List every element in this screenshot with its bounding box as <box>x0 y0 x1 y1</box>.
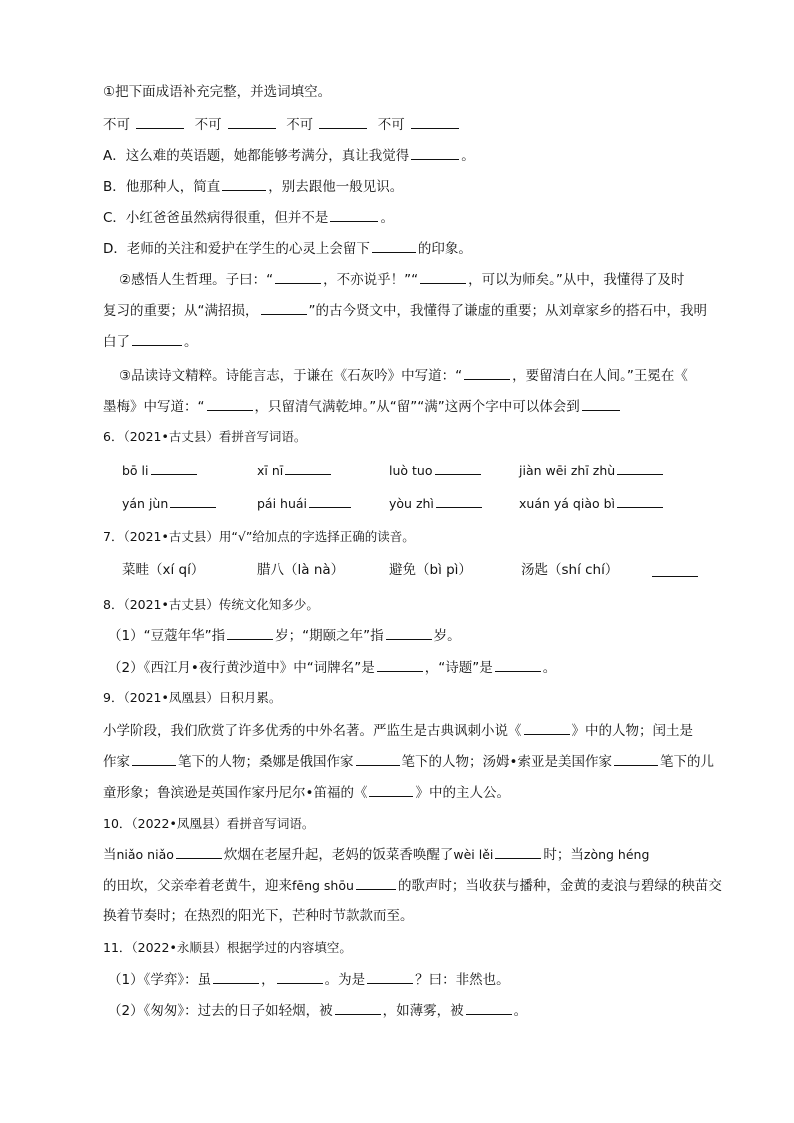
q6-row2 <box>122 494 702 512</box>
pinyin-text: yán jùn <box>122 496 169 511</box>
q11-text-c: 。为是 <box>324 972 366 988</box>
reading-choice[interactable]: 汤匙（shí chí） <box>521 562 619 578</box>
section2-line3 <box>103 332 198 351</box>
pinyin-text: xuán yá qiào bì <box>519 496 616 511</box>
pinyin-prompt: fēng shōu <box>292 878 354 893</box>
q9-text-h: 》中的主人公。 <box>415 785 510 801</box>
q9-line2 <box>103 752 714 771</box>
q9-text-c: 作家 <box>103 754 130 770</box>
q10-blank-2[interactable] <box>495 845 541 859</box>
q10-line1 <box>103 845 649 864</box>
pinyin-text: pái huái <box>257 496 308 511</box>
q8-blank-1[interactable] <box>227 626 273 640</box>
pinyin-text: yòu zhì <box>389 496 434 511</box>
q10-title: 10．（2022•凤凰县）看拼音写词语。 <box>103 816 315 831</box>
pinyin-blank[interactable] <box>170 494 216 508</box>
pinyin-text: luò tuo <box>389 463 433 478</box>
option-d-end: 的印象。 <box>417 241 472 257</box>
idiom-blank-3[interactable] <box>319 115 367 129</box>
q10-text-e: 的歌声时；当收获与播种，金黄的麦浪与碧绿的秧苗交 <box>397 878 722 894</box>
q11-text-d: ？曰：非然也。 <box>415 972 510 988</box>
q8-text-d: （2）《西江月•夜行黄沙道中》中“词牌名”是 <box>108 660 375 676</box>
section2-line2 <box>103 301 707 320</box>
s3-text-c: 墨梅》中写道：“ <box>103 399 205 415</box>
q8-line1 <box>108 626 461 645</box>
option-c-text: C．小红爸爸虽然病得很重，但并不是 <box>103 210 329 226</box>
q10-text-b: 炊烟在老屋升起，老妈的饭菜香唤醒了 <box>223 847 454 863</box>
q7-title: 7．（2021•古丈县）用“√”给加点的字选择正确的读音。 <box>103 529 415 544</box>
pinyin-prompt: zòng héng <box>583 847 650 862</box>
s3-blank-3[interactable] <box>582 397 620 411</box>
pinyin-blank[interactable] <box>436 494 482 508</box>
pinyin-item <box>257 494 353 513</box>
idiom-row <box>103 115 461 134</box>
q9-text-e: 笔下的人物；汤姆•索亚是美国作家 <box>401 754 612 770</box>
pinyin-text: bō li <box>122 463 149 478</box>
s3-blank-2[interactable] <box>207 397 253 411</box>
pinyin-item <box>389 461 483 480</box>
pinyin-blank[interactable] <box>435 461 481 475</box>
q9-blank-2[interactable] <box>132 752 176 766</box>
section1-intro: ①把下面成语补充完整，并选词填空。 <box>103 84 332 100</box>
q9-blank-1[interactable] <box>524 721 570 735</box>
q6-title: 6．（2021•古丈县）看拼音写词语。 <box>103 429 307 444</box>
option-a-text: A．这么难的英语题，她都能够考满分，真让我觉得 <box>103 148 410 164</box>
q11-text-b: ， <box>261 972 275 988</box>
option-d-blank[interactable] <box>372 239 416 253</box>
s2-blank-2[interactable] <box>420 270 466 284</box>
idiom-blank-4[interactable] <box>411 115 459 129</box>
pinyin-prompt: niǎo niǎo <box>116 847 174 862</box>
q8-blank-4[interactable] <box>495 658 541 672</box>
option-b-text: B．他那种人，简直 <box>103 179 221 195</box>
s2-text-g: 。 <box>184 334 198 350</box>
section2-line1 <box>119 270 684 289</box>
q10-text-d: 的田坎，父亲牵着老黄牛，迎来 <box>103 878 292 894</box>
option-a-blank[interactable] <box>411 146 459 160</box>
q8-text-a: （1）“豆蔻年华”指 <box>108 628 226 644</box>
q10-text-c: 时；当 <box>543 847 584 863</box>
q11-line1 <box>108 970 510 989</box>
s2-text-d: 复习的重要；从“满招损， <box>103 303 259 319</box>
option-c-blank[interactable] <box>330 208 378 222</box>
q11-text-f: ，如薄雾，被 <box>382 1003 464 1019</box>
pinyin-item <box>519 461 665 480</box>
q8-text-b: 岁；“期颐之年”指 <box>275 628 384 644</box>
option-b-blank[interactable] <box>222 177 266 191</box>
pinyin-item <box>389 494 484 513</box>
q9-text-f: 笔下的儿 <box>659 754 714 770</box>
q11-text-a: （1）《学弈》：虽 <box>108 972 212 988</box>
pinyin-text: xī nī <box>257 463 284 478</box>
q11-blank-3[interactable] <box>367 970 413 984</box>
idiom-prefix-3: 不可 <box>286 117 314 133</box>
section3-line1 <box>119 366 688 385</box>
s2-text-f: 白了 <box>103 334 130 350</box>
q8-text-e: ，“诗题”是 <box>424 660 493 676</box>
s2-blank-1[interactable] <box>275 270 321 284</box>
q9-line1 <box>103 721 693 740</box>
q10-line2 <box>103 876 722 895</box>
idiom-blank-1[interactable] <box>136 115 184 129</box>
q11-text-e: （2）《匆匆》：过去的日子如轻烟，被 <box>108 1003 333 1019</box>
q9-text-a: 小学阶段，我们欣赏了许多优秀的中外名著。严监生是古典讽刺小说《 <box>103 723 522 739</box>
pinyin-prompt: wèi lěi <box>453 847 494 862</box>
q9-title: 9．（2021•凤凰县）日积月累。 <box>103 690 282 705</box>
q11-text-g: 。 <box>513 1003 528 1019</box>
option-d-text: D．老师的关注和爱护在学生的心灵上会留下 <box>103 241 370 257</box>
s2-text-b: ，不亦说乎！”“ <box>323 272 419 288</box>
q8-line2 <box>108 658 556 677</box>
q7-blank[interactable] <box>652 563 698 577</box>
q9-blank-5[interactable] <box>369 783 413 797</box>
idiom-prefix-4: 不可 <box>377 117 405 133</box>
option-a-end: 。 <box>461 148 475 164</box>
s2-blank-4[interactable] <box>132 332 182 346</box>
pinyin-blank[interactable] <box>309 494 351 508</box>
q9-blank-4[interactable] <box>614 752 658 766</box>
option-c-end: 。 <box>380 210 394 226</box>
pinyin-item <box>122 461 199 480</box>
q11-blank-4[interactable] <box>335 1001 381 1015</box>
s3-text-b: ，要留清白在人间。”王冕在《 <box>512 368 688 384</box>
option-a <box>103 146 475 165</box>
pinyin-text: jiàn wēi zhī zhù <box>519 463 616 478</box>
pinyin-item <box>519 494 665 513</box>
q11-blank-1[interactable] <box>213 970 259 984</box>
pinyin-blank[interactable] <box>151 461 197 475</box>
s3-text-a: ③品读诗文精粹。诗能言志，于谦在《石灰吟》中写道：“ <box>119 368 463 384</box>
q9-line3 <box>103 783 510 802</box>
q8-blank-3[interactable] <box>377 658 423 672</box>
option-b-end: ，别去跟他一般见识。 <box>268 179 404 195</box>
pinyin-item <box>257 461 333 480</box>
q11-blank-2[interactable] <box>277 970 323 984</box>
pinyin-blank[interactable] <box>617 461 663 475</box>
s2-text-c: ，可以为师矣。”从中，我懂得了及时 <box>468 272 685 288</box>
idiom-blank-2[interactable] <box>228 115 276 129</box>
q10-line3: 换着节奏时；在热烈的阳光下，芒种时节款款而至。 <box>103 908 414 924</box>
option-c <box>103 208 394 227</box>
q10-blank-1[interactable] <box>176 845 222 859</box>
q8-text-f: 。 <box>542 660 557 676</box>
q10-blank-3[interactable] <box>356 876 396 890</box>
q9-text-g: 童形象；鲁滨逊是英国作家丹尼尔•笛福的《 <box>103 785 368 801</box>
q8-text-c: 岁。 <box>433 628 461 644</box>
reading-choice[interactable]: 菜畦（xí qí） <box>122 562 205 578</box>
option-d <box>103 239 472 258</box>
option-b <box>103 177 403 196</box>
s3-blank-1[interactable] <box>464 366 510 380</box>
idiom-prefix-1: 不可 <box>103 117 130 133</box>
pinyin-item <box>122 494 218 513</box>
q8-title: 8．（2021•古丈县）传统文化知多少。 <box>103 597 319 612</box>
q10-text-a: 当 <box>103 847 117 863</box>
idiom-prefix-2: 不可 <box>194 117 222 133</box>
section3-line2 <box>103 397 622 416</box>
s2-text-e: ”的古今贤文中，我懂得了谦虚的重要；从刘章家乡的搭石中，我明 <box>308 303 707 319</box>
q11-line2 <box>108 1001 527 1020</box>
s3-text-d: ，只留清气满乾坤。”从“留”“满”这两个字中可以体会到 <box>254 399 580 415</box>
pinyin-blank[interactable] <box>285 461 331 475</box>
q9-text-b: 》中的人物；闰土是 <box>571 723 693 739</box>
q9-text-d: 笔下的人物；桑娜是俄国作家 <box>178 754 354 770</box>
q8-blank-2[interactable] <box>386 626 432 640</box>
reading-choice[interactable]: 避免（bì pì） <box>389 562 472 578</box>
q11-title: 11．（2022•永顺县）根据学过的内容填空。 <box>103 940 352 955</box>
s2-blank-3[interactable] <box>261 301 307 315</box>
q7-items <box>122 561 702 579</box>
q9-blank-3[interactable] <box>356 752 400 766</box>
pinyin-blank[interactable] <box>617 494 663 508</box>
q11-blank-5[interactable] <box>466 1001 512 1015</box>
s2-text-a: ②感悟人生哲理。子曰：“ <box>119 272 274 288</box>
reading-choice[interactable]: 腊八（là nà） <box>257 562 345 578</box>
q6-row1 <box>122 461 702 479</box>
